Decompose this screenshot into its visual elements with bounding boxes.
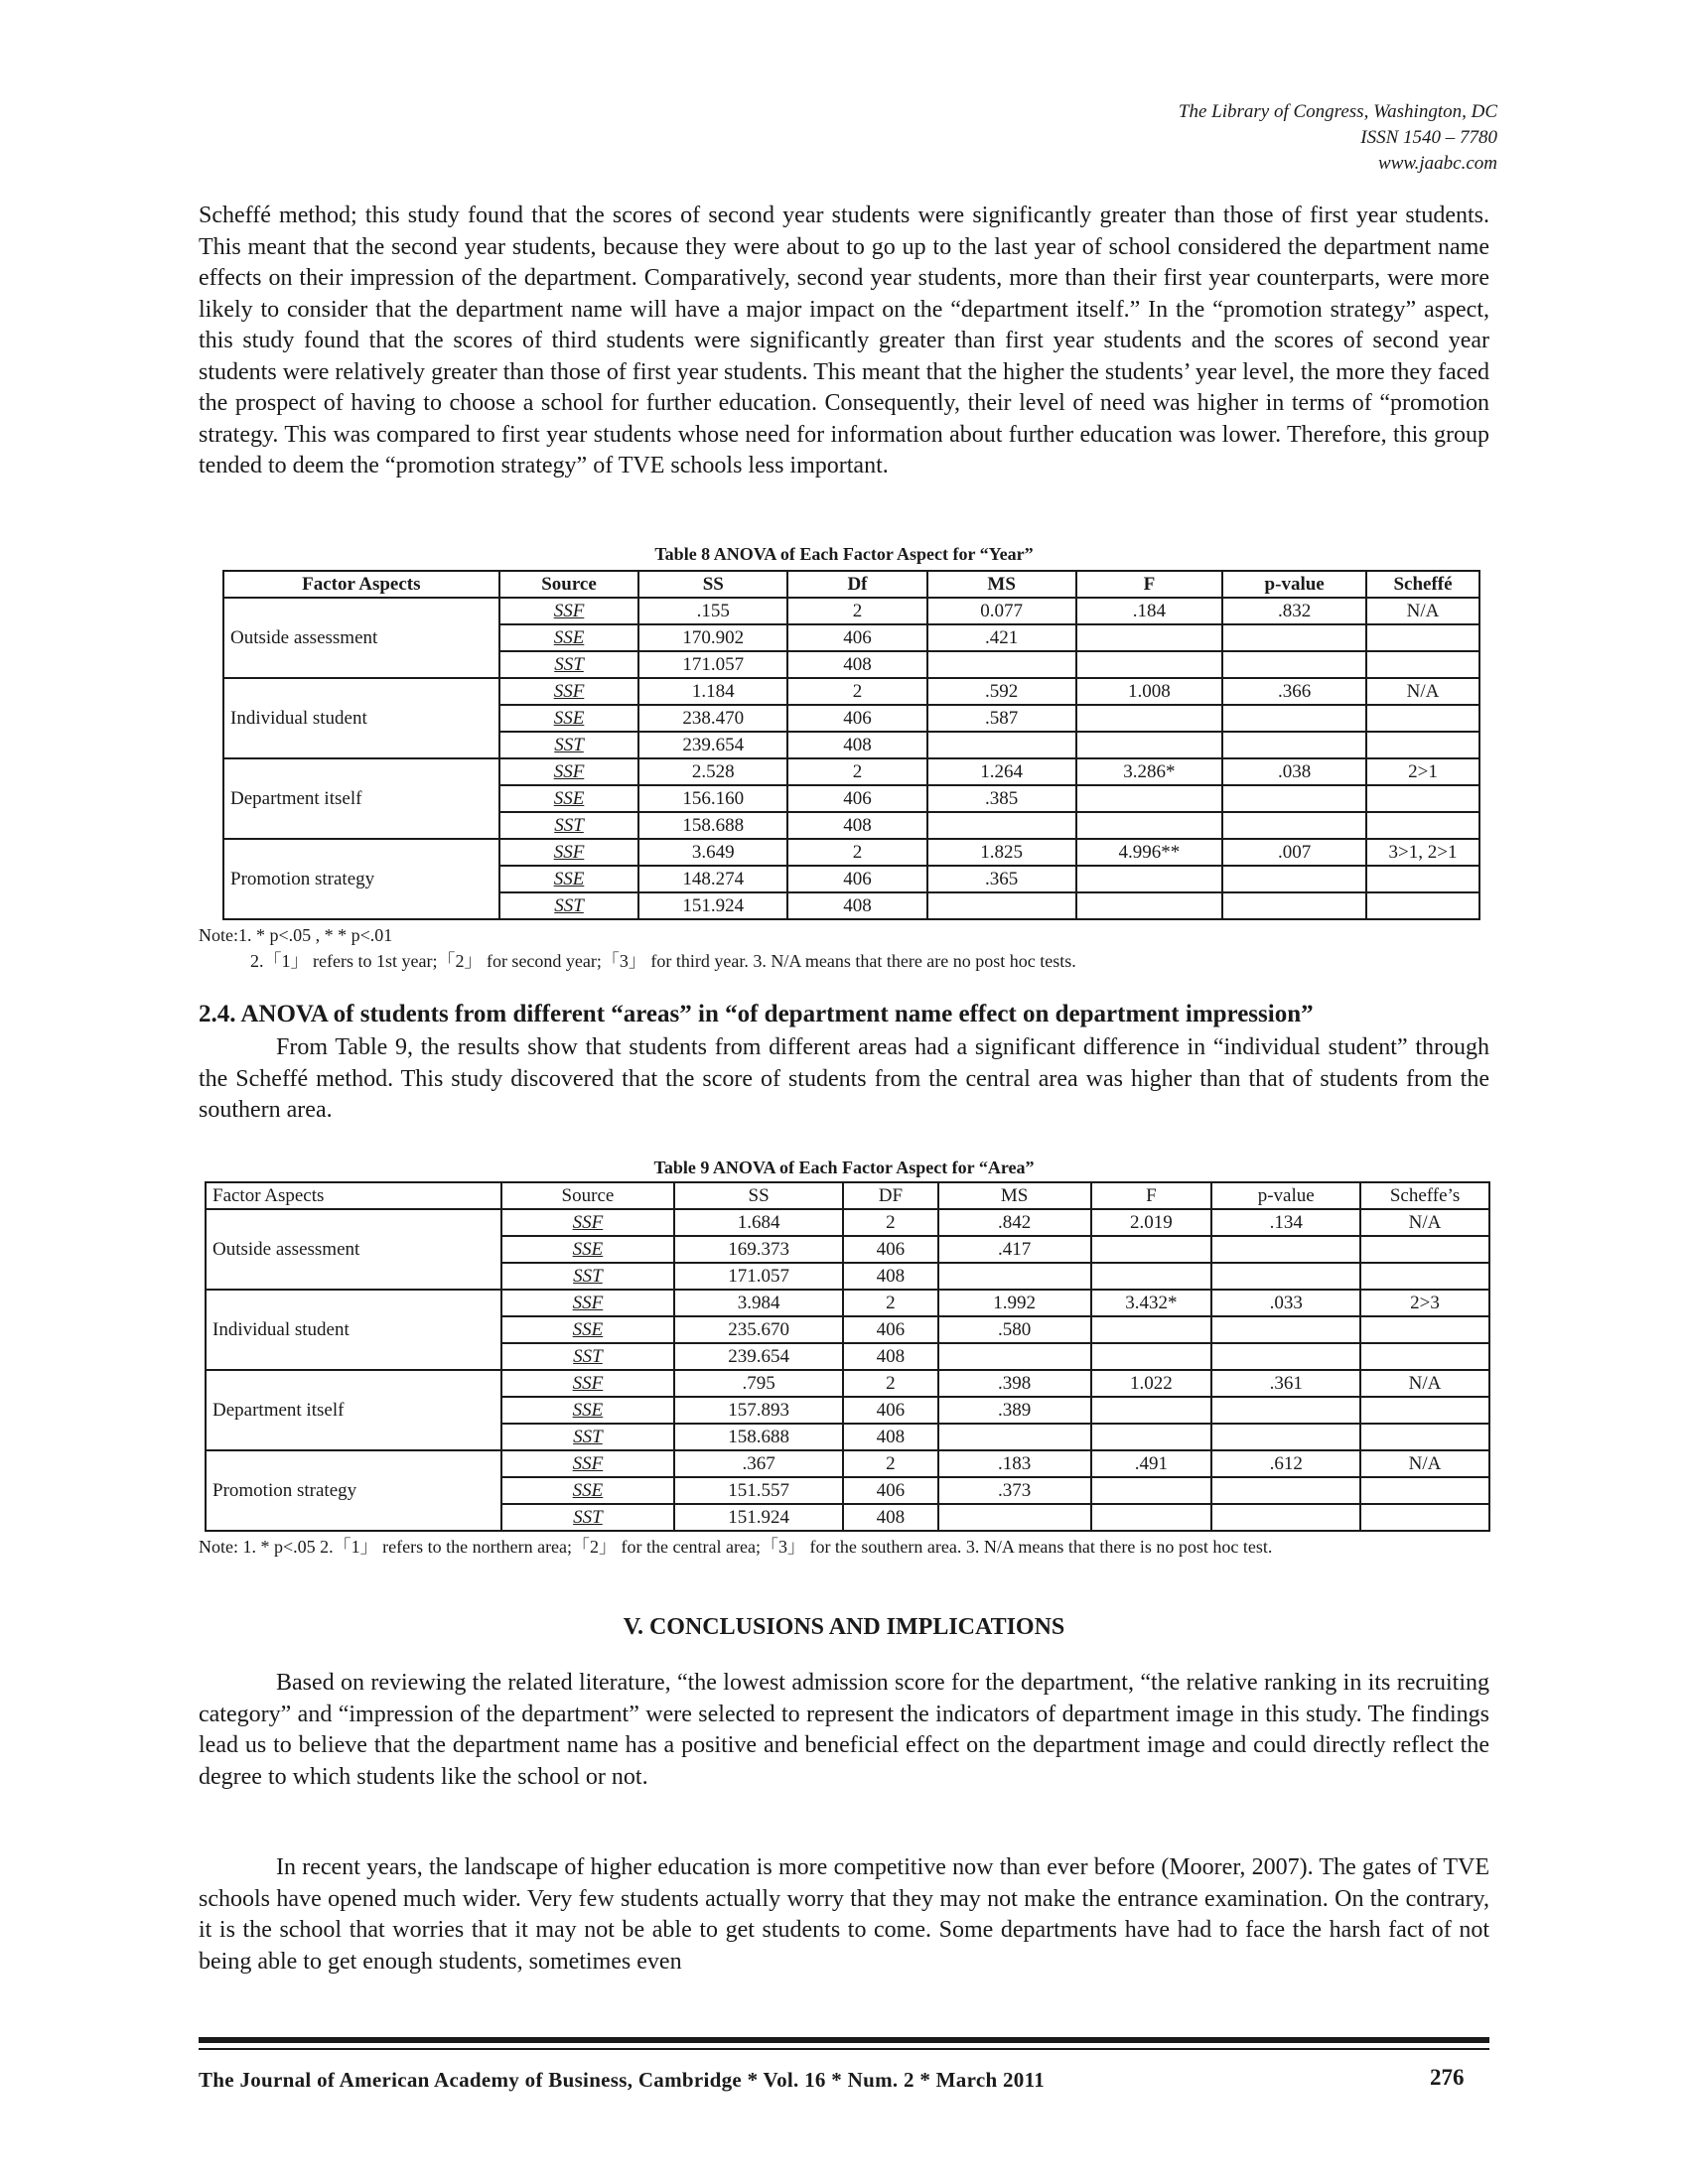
value-cell: 2 <box>843 1209 938 1236</box>
value-cell <box>1211 1477 1360 1504</box>
value-cell <box>1366 732 1479 758</box>
value-cell <box>1222 624 1366 651</box>
table9-note: Note: 1. * p<.05 2.「1」 refers to the northern area;「2」 for the central area;「3」 for the southern area. 3. N/A means that there is no post hoc test. <box>199 1537 1273 1557</box>
value-cell: N/A <box>1360 1450 1489 1477</box>
value-cell: .842 <box>938 1209 1091 1236</box>
source-label: SST <box>554 895 584 916</box>
value-cell: 3.286* <box>1076 758 1223 785</box>
table-row <box>206 1450 1489 1477</box>
source-cell <box>501 1504 675 1531</box>
value-cell: 2 <box>787 598 927 624</box>
value-cell: 169.373 <box>674 1236 843 1263</box>
value-cell: .417 <box>938 1236 1091 1263</box>
source-label: SST <box>554 654 584 675</box>
table8-note-1: Note:1. * p<.05 , * * p<.01 <box>199 925 393 945</box>
value-cell: N/A <box>1360 1370 1489 1397</box>
source-cell <box>499 732 639 758</box>
table9-header-cell: Source <box>501 1182 675 1209</box>
value-cell: 2>1 <box>1366 758 1479 785</box>
value-cell: 0.077 <box>927 598 1076 624</box>
value-cell: 3>1, 2>1 <box>1366 839 1479 866</box>
source-cell <box>499 892 639 919</box>
value-cell <box>1360 1236 1489 1263</box>
source-label: SSF <box>572 1453 604 1474</box>
table-row <box>223 598 1479 624</box>
journal-footer: The Journal of American Academy of Business, Cambridge * Vol. 16 * Num. 2 * March 2011 <box>199 2068 1046 2092</box>
table8-header-cell: MS <box>927 571 1076 598</box>
value-cell: 170.902 <box>638 624 787 651</box>
value-cell <box>1091 1316 1212 1343</box>
source-label: SST <box>554 735 584 755</box>
source-label: SST <box>554 815 584 836</box>
value-cell <box>1091 1424 1212 1450</box>
value-cell: .184 <box>1076 598 1223 624</box>
value-cell: .033 <box>1211 1290 1360 1316</box>
value-cell: 1.008 <box>1076 678 1223 705</box>
footer-rule-thin <box>199 2048 1489 2050</box>
value-cell <box>1222 892 1366 919</box>
value-cell: N/A <box>1366 598 1479 624</box>
value-cell: 2.019 <box>1091 1209 1212 1236</box>
value-cell <box>938 1263 1091 1290</box>
factor-aspect-cell: Promotion strategy <box>206 1450 501 1531</box>
value-cell: .612 <box>1211 1450 1360 1477</box>
value-cell <box>1360 1343 1489 1370</box>
table8-header-cell: Source <box>499 571 639 598</box>
value-cell: 406 <box>787 624 927 651</box>
value-cell <box>1360 1477 1489 1504</box>
body-paragraph-1: Scheffé method; this study found that the scores of second year students were significantly greater than those of first year students. This meant that the second year students, because they were about to go up to the last year of school considered the department name effects on their impression of the department. Comparatively, second year students, more than their first year counterparts, were more likely to consider that the department name will have a major impact on the “department itself.” In the “promotion strategy” aspect, this study found that the scores of third students were significantly greater than first year students and the scores of second year students were relatively greater than those of first year students. This meant that the higher the students’ year level, the more they faced the prospect of having to choose a school for further education. Consequently, their level of need was higher in terms of “promotion strategy. This was compared to first year students whose need for information about further education was lower. Therefore, this group tended to deem the “promotion strategy” of TVE schools less important. <box>199 203 1489 478</box>
source-cell <box>499 812 639 839</box>
factor-aspect-cell: Outside assessment <box>223 598 499 678</box>
section-2-4-text: From Table 9, the results show that students from different areas had a significant difference in “individual student” through the Scheffé method. This study discovered that the score of students from the central area was higher than that of students from the southern area. <box>199 1034 1489 1123</box>
value-cell: .366 <box>1222 678 1366 705</box>
value-cell: 406 <box>843 1316 938 1343</box>
source-label: SSF <box>553 601 585 621</box>
value-cell <box>1360 1263 1489 1290</box>
value-cell <box>1076 866 1223 892</box>
value-cell: 2 <box>787 758 927 785</box>
source-cell <box>499 678 639 705</box>
table9-header-cell: DF <box>843 1182 938 1209</box>
value-cell <box>1366 651 1479 678</box>
value-cell <box>1360 1424 1489 1450</box>
table9-header-cell: F <box>1091 1182 1212 1209</box>
value-cell: 406 <box>787 705 927 732</box>
value-cell: 2 <box>843 1370 938 1397</box>
value-cell: 1.022 <box>1091 1370 1212 1397</box>
value-cell <box>1366 892 1479 919</box>
value-cell <box>927 732 1076 758</box>
value-cell: 3.649 <box>638 839 787 866</box>
source-label: SSF <box>553 681 585 702</box>
source-cell <box>501 1477 675 1504</box>
source-cell <box>499 785 639 812</box>
value-cell: 148.274 <box>638 866 787 892</box>
table8-note-2: 2.「1」 refers to 1st year;「2」 for second year;「3」 for third year. 3. N/A means that there are no post hoc tests. <box>250 951 1076 971</box>
value-cell: 2 <box>787 839 927 866</box>
value-cell <box>1076 732 1223 758</box>
value-cell: 2>3 <box>1360 1290 1489 1316</box>
value-cell: 408 <box>843 1343 938 1370</box>
value-cell: 408 <box>787 892 927 919</box>
value-cell: 157.893 <box>674 1397 843 1424</box>
value-cell: .367 <box>674 1450 843 1477</box>
value-cell <box>1076 812 1223 839</box>
table9-header-row <box>206 1182 1489 1209</box>
source-cell <box>499 705 639 732</box>
value-cell: .421 <box>927 624 1076 651</box>
value-cell: 406 <box>843 1477 938 1504</box>
factor-aspect-cell: Outside assessment <box>206 1209 501 1290</box>
value-cell: .795 <box>674 1370 843 1397</box>
table-row <box>206 1209 1489 1236</box>
value-cell <box>927 651 1076 678</box>
value-cell: 2 <box>843 1290 938 1316</box>
table-row <box>206 1290 1489 1316</box>
value-cell: 238.470 <box>638 705 787 732</box>
value-cell: .373 <box>938 1477 1091 1504</box>
table-row <box>223 678 1479 705</box>
table9-header-cell: MS <box>938 1182 1091 1209</box>
value-cell <box>938 1504 1091 1531</box>
value-cell: 408 <box>787 812 927 839</box>
footer-rule-thick <box>199 2037 1489 2043</box>
value-cell: 406 <box>787 785 927 812</box>
source-label: SSF <box>572 1293 604 1313</box>
source-label: SSE <box>572 1400 604 1421</box>
table8-header-cell: F <box>1076 571 1223 598</box>
source-label: SST <box>573 1507 603 1528</box>
source-cell <box>499 598 639 624</box>
source-label: SSE <box>572 1480 604 1501</box>
table-row <box>223 839 1479 866</box>
value-cell: 408 <box>843 1424 938 1450</box>
value-cell <box>1222 785 1366 812</box>
factor-aspect-cell: Department itself <box>223 758 499 839</box>
value-cell: 406 <box>843 1236 938 1263</box>
value-cell: .587 <box>927 705 1076 732</box>
value-cell: 2 <box>843 1450 938 1477</box>
value-cell: .398 <box>938 1370 1091 1397</box>
value-cell <box>927 892 1076 919</box>
value-cell <box>1091 1504 1212 1531</box>
source-cell <box>501 1316 675 1343</box>
value-cell <box>1366 812 1479 839</box>
table8-header-cell: p-value <box>1222 571 1366 598</box>
table9-header-cell: SS <box>674 1182 843 1209</box>
value-cell: 408 <box>787 732 927 758</box>
source-cell <box>501 1343 675 1370</box>
source-cell <box>501 1263 675 1290</box>
header-line-2: ISSN 1540 – 7780 <box>1360 127 1497 148</box>
value-cell: 408 <box>843 1504 938 1531</box>
value-cell <box>1222 705 1366 732</box>
source-label: SST <box>573 1346 603 1367</box>
source-cell <box>501 1397 675 1424</box>
value-cell <box>927 812 1076 839</box>
value-cell <box>1366 785 1479 812</box>
value-cell <box>1366 705 1479 732</box>
table8-caption: Table 8 ANOVA of Each Factor Aspect for “Year” <box>654 544 1034 564</box>
value-cell: .038 <box>1222 758 1366 785</box>
value-cell: 239.654 <box>674 1343 843 1370</box>
value-cell <box>1091 1397 1212 1424</box>
running-header <box>1179 99 1497 177</box>
value-cell <box>1211 1236 1360 1263</box>
source-label: SSF <box>572 1212 604 1233</box>
value-cell <box>1076 624 1223 651</box>
value-cell: 158.688 <box>674 1424 843 1450</box>
value-cell: .365 <box>927 866 1076 892</box>
value-cell <box>938 1424 1091 1450</box>
value-cell <box>1211 1316 1360 1343</box>
value-cell <box>938 1343 1091 1370</box>
source-label: SST <box>573 1427 603 1447</box>
table9 <box>205 1181 1490 1532</box>
conclusions-heading: V. CONCLUSIONS AND IMPLICATIONS <box>623 1614 1065 1640</box>
value-cell: .183 <box>938 1450 1091 1477</box>
source-cell <box>501 1290 675 1316</box>
section-heading-2-4: 2.4. ANOVA of students from different “areas” in “of department name effect on department impression” <box>199 1001 1314 1027</box>
value-cell: 408 <box>787 651 927 678</box>
value-cell: 406 <box>787 866 927 892</box>
value-cell: 239.654 <box>638 732 787 758</box>
table9-header-cell: p-value <box>1211 1182 1360 1209</box>
value-cell <box>1360 1504 1489 1531</box>
value-cell <box>1222 732 1366 758</box>
source-label: SSF <box>553 761 585 782</box>
value-cell: 406 <box>843 1397 938 1424</box>
value-cell <box>1091 1236 1212 1263</box>
value-cell: 1.264 <box>927 758 1076 785</box>
value-cell: 1.184 <box>638 678 787 705</box>
value-cell: .580 <box>938 1316 1091 1343</box>
value-cell: .389 <box>938 1397 1091 1424</box>
table-row <box>223 758 1479 785</box>
value-cell: 156.160 <box>638 785 787 812</box>
value-cell: 171.057 <box>674 1263 843 1290</box>
table8 <box>222 570 1480 920</box>
value-cell <box>1222 866 1366 892</box>
table9-header-cell: Factor Aspects <box>206 1182 501 1209</box>
value-cell <box>1211 1424 1360 1450</box>
value-cell <box>1366 866 1479 892</box>
value-cell: 1.684 <box>674 1209 843 1236</box>
table9-caption: Table 9 ANOVA of Each Factor Aspect for “Area” <box>653 1158 1035 1177</box>
value-cell <box>1076 892 1223 919</box>
value-cell <box>1091 1477 1212 1504</box>
value-cell <box>1076 651 1223 678</box>
value-cell: 158.688 <box>638 812 787 839</box>
value-cell <box>1222 812 1366 839</box>
factor-aspect-cell: Promotion strategy <box>223 839 499 919</box>
source-cell <box>499 839 639 866</box>
source-cell <box>499 624 639 651</box>
source-label: SSE <box>572 1239 604 1260</box>
value-cell: 235.670 <box>674 1316 843 1343</box>
source-cell <box>501 1450 675 1477</box>
source-label: SSE <box>553 788 585 809</box>
value-cell: 151.924 <box>674 1504 843 1531</box>
value-cell <box>1222 651 1366 678</box>
value-cell: .491 <box>1091 1450 1212 1477</box>
value-cell: 2.528 <box>638 758 787 785</box>
source-label: SSE <box>553 627 585 648</box>
source-cell <box>501 1424 675 1450</box>
conclusions-paragraph-1: Based on reviewing the related literature, “the lowest admission score for the department, “the relative ranking in its recruiting category” and “impression of the department” were selected to represent the indicators of department image in this study. The findings lead us to believe that the department name has a positive and beneficial effect on the department image and could directly reflect the degree to which students like the school or not. <box>199 1670 1489 1790</box>
value-cell: .134 <box>1211 1209 1360 1236</box>
value-cell: .155 <box>638 598 787 624</box>
value-cell: .385 <box>927 785 1076 812</box>
value-cell: 2 <box>787 678 927 705</box>
header-line-1: The Library of Congress, Washington, DC <box>1178 101 1497 122</box>
table-row <box>206 1370 1489 1397</box>
value-cell: .592 <box>927 678 1076 705</box>
source-cell <box>499 758 639 785</box>
page-number: 276 <box>1430 2065 1465 2090</box>
value-cell: 3.432* <box>1091 1290 1212 1316</box>
value-cell <box>1360 1397 1489 1424</box>
value-cell <box>1091 1263 1212 1290</box>
table8-header-cell: SS <box>638 571 787 598</box>
source-cell <box>499 651 639 678</box>
source-label: SSF <box>553 842 585 863</box>
value-cell: 1.825 <box>927 839 1076 866</box>
value-cell: .007 <box>1222 839 1366 866</box>
source-cell <box>501 1236 675 1263</box>
value-cell: .832 <box>1222 598 1366 624</box>
table8-header-row <box>223 571 1479 598</box>
value-cell <box>1211 1397 1360 1424</box>
value-cell <box>1211 1343 1360 1370</box>
conclusions-paragraph-2: In recent years, the landscape of higher education is more competitive now than ever before (Moorer, 2007). The gates of TVE schools have opened much wider. Very few students actually worry that they may not make the entrance examination. On the contrary, it is the school that worries that it may not be able to get students to come. Some departments have had to face the harsh fact of not being able to get enough students, sometimes even <box>199 1854 1489 1975</box>
value-cell: 1.992 <box>938 1290 1091 1316</box>
value-cell: N/A <box>1360 1209 1489 1236</box>
source-label: SST <box>573 1266 603 1287</box>
source-label: SSF <box>572 1373 604 1394</box>
source-label: SSE <box>553 869 585 889</box>
table8-header-cell: Scheffé <box>1366 571 1479 598</box>
factor-aspect-cell: Individual student <box>206 1290 501 1370</box>
value-cell: 3.984 <box>674 1290 843 1316</box>
value-cell <box>1211 1263 1360 1290</box>
value-cell: N/A <box>1366 678 1479 705</box>
value-cell <box>1076 705 1223 732</box>
header-line-3: www.jaabc.com <box>1378 153 1497 174</box>
value-cell <box>1360 1316 1489 1343</box>
value-cell: 151.557 <box>674 1477 843 1504</box>
value-cell: 408 <box>843 1263 938 1290</box>
value-cell: 151.924 <box>638 892 787 919</box>
source-cell <box>501 1370 675 1397</box>
value-cell: 4.996** <box>1076 839 1223 866</box>
table8-header-cell: Factor Aspects <box>223 571 499 598</box>
value-cell: .361 <box>1211 1370 1360 1397</box>
table9-header-cell: Scheffe’s <box>1360 1182 1489 1209</box>
factor-aspect-cell: Individual student <box>223 678 499 758</box>
source-cell <box>501 1209 675 1236</box>
source-label: SSE <box>572 1319 604 1340</box>
value-cell: 171.057 <box>638 651 787 678</box>
value-cell <box>1366 624 1479 651</box>
source-label: SSE <box>553 708 585 729</box>
value-cell <box>1091 1343 1212 1370</box>
value-cell <box>1211 1504 1360 1531</box>
source-cell <box>499 866 639 892</box>
factor-aspect-cell: Department itself <box>206 1370 501 1450</box>
table8-header-cell: Df <box>787 571 927 598</box>
value-cell <box>1076 785 1223 812</box>
